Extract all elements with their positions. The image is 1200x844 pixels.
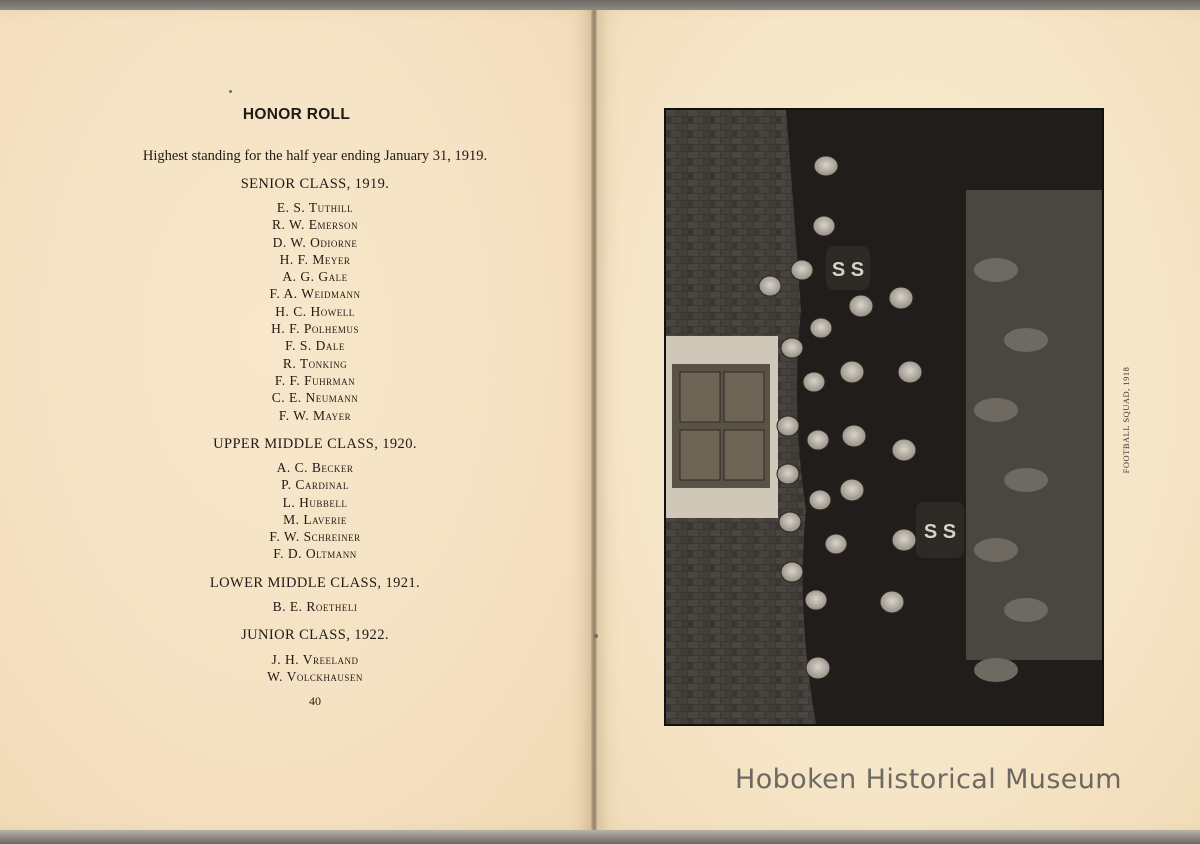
list-item: A. G. Gale (282, 269, 348, 285)
list-item: H. C. Howell (275, 303, 355, 319)
section-heading-junior: JUNIOR CLASS, 1922. (241, 627, 389, 643)
list-item: A. C. Becker (276, 460, 354, 475)
football-squad-photo (664, 108, 1104, 726)
list-item: W. Volckhausen (267, 669, 363, 685)
list-item: L. Hubbell (282, 494, 348, 510)
page-title: HONOR ROLL (242, 106, 351, 123)
list-item: P. Cardinal (281, 477, 349, 493)
list-item: E. S. Tuthill (276, 200, 354, 215)
scan-bottom-edge (0, 830, 1200, 844)
upper-middle-names-list (0, 459, 630, 563)
list-item: R. W. Emerson (271, 217, 359, 233)
list-item: D. W. Odiorne (272, 234, 358, 250)
page-number: 40 (309, 694, 321, 708)
list-item: F. F. Fuhrman (274, 372, 356, 388)
list-item: F. W. Schreiner (269, 529, 361, 545)
lower-middle-names-list (0, 598, 630, 615)
museum-watermark: Hoboken Historical Museum (735, 764, 1123, 795)
senior-names-list (0, 199, 630, 424)
page-subtitle: Highest standing for the half year ending January 31, 1919. (142, 148, 488, 164)
list-item: H. F. Meyer (279, 251, 351, 267)
jersey-letters: S S (831, 259, 865, 281)
section-heading-upper-middle: UPPER MIDDLE CLASS, 1920. (213, 436, 417, 452)
list-item: B. E. Roetheli (272, 599, 358, 614)
section-heading-lower-middle: LOWER MIDDLE CLASS, 1921. (209, 575, 421, 591)
list-item: F. W. Mayer (278, 407, 352, 423)
photo-caption: FOOTBALL SQUAD, 1918 (1121, 366, 1131, 474)
jersey-letters: S S (923, 521, 957, 543)
list-item: J. H. Vreeland (271, 652, 359, 667)
team-photo-illustration (666, 110, 1102, 724)
list-item: H. F. Polhemus (271, 321, 359, 337)
paper-speck (229, 90, 232, 93)
list-item: F. S. Dale (285, 338, 345, 354)
list-item: R. Tonking (282, 355, 348, 371)
list-item: F. D. Oltmann (273, 546, 357, 562)
section-heading-senior: SENIOR CLASS, 1919. (240, 176, 390, 192)
list-item: M. Laverie (283, 511, 347, 527)
list-item: F. A. Weidmann (269, 286, 361, 302)
junior-names-list (0, 651, 630, 686)
list-item: C. E. Neumann (271, 390, 359, 406)
